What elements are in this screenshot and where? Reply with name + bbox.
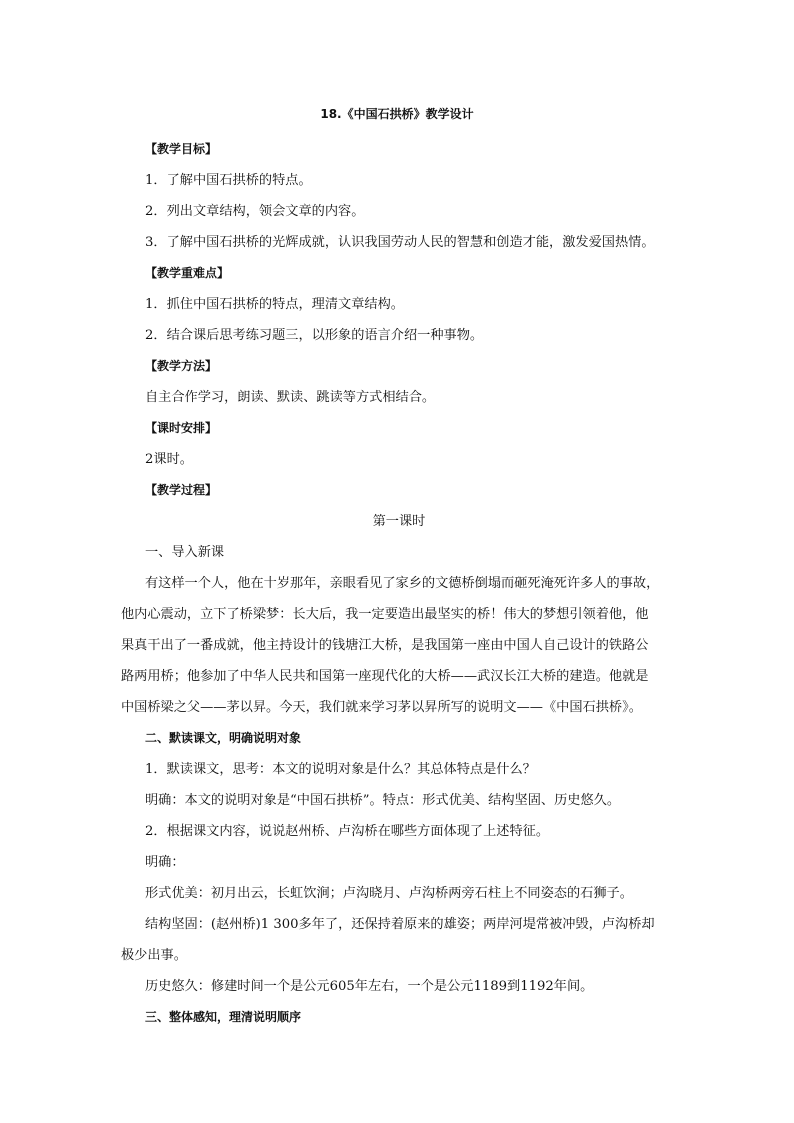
key-point-item: 1．抓住中国石拱桥的特点，理清文章结构。: [145, 297, 404, 312]
paragraph-line: 他内心震动，立下了桥梁梦：长大后，我一定要造出最坚实的桥！伟大的梦想引领着他，他: [121, 607, 649, 622]
part-heading-overall: 三、整体感知，理清说明顺序: [145, 1010, 302, 1024]
question-2: 2．根据课文内容，说说赵州桥、卢沟桥在哪些方面体现了上述特征。: [145, 824, 550, 839]
schedule-text: 2课时。: [145, 452, 193, 467]
key-point-item: 2．结合课后思考练习题三，以形象的语言介绍一种事物。: [145, 328, 484, 343]
answer-2-history: 历史悠久：修建时间一个是公元605年左右，一个是公元1189到1192年间。: [145, 979, 594, 994]
section-heading-process: 【教学过程】: [145, 483, 218, 497]
document-body: [121, 134, 660, 1033]
section-heading-goals: 【教学目标】: [145, 142, 218, 156]
lesson-title: 第一课时: [372, 514, 426, 529]
paragraph-line: 中国桥梁之父——茅以昇。今天，我们就来学习茅以昇所写的说明文——《中国石拱桥》。: [121, 700, 642, 715]
intro-paragraph: [121, 568, 660, 723]
answer-2-form: 形式优美：初月出云，长虹饮涧；卢沟晓月、卢沟桥两旁石柱上不同姿态的石狮子。: [145, 886, 633, 901]
paragraph-line: 结构坚固：(赵州桥)1 300多年了，还保持着原来的雄姿；两岸河堤常被冲毁，卢沟桥却: [145, 917, 655, 932]
paragraph-line: 路两用桥；他参加了中华人民共和国第一座现代化的大桥——武汉长江大桥的建造。他就是: [121, 669, 649, 684]
question-1: 1．默读课文，思考：本文的说明对象是什么？其总体特点是什么？: [145, 762, 536, 777]
answer-2-label: 明确：: [145, 855, 185, 870]
goal-item: 2．列出文章结构，领会文章的内容。: [145, 204, 365, 219]
paragraph-line: 果真干出了一番成就，他主持设计的钱塘江大桥，是我国第一座由中国人自己设计的铁路公: [121, 638, 649, 653]
section-heading-schedule: 【课时安排】: [145, 421, 218, 435]
section-heading-methods: 【教学方法】: [145, 359, 218, 373]
section-heading-key-points: 【教学重难点】: [145, 266, 230, 280]
answer-1: 明确：本文的说明对象是“中国石拱桥”。特点：形式优美、结构坚固、历史悠久。: [145, 793, 621, 808]
goal-item: 1．了解中国石拱桥的特点。: [145, 173, 312, 188]
goal-item: 3．了解中国石拱桥的光辉成就，认识我国劳动人民的智慧和创造才能，激发爱国热情。: [145, 235, 655, 250]
methods-text: 自主合作学习，朗读、默读、跳读等方式相结合。: [145, 390, 436, 405]
part-heading-silent-reading: 二、默读课文，明确说明对象: [145, 731, 302, 745]
document-title: 18.《中国石拱桥》教学设计: [320, 107, 474, 121]
paragraph-line: 有这样一个人，他在十岁那年，亲眼看见了家乡的文德桥倒塌而砸死淹死许多人的事故，: [145, 576, 660, 591]
paragraph-line: 极少出事。: [121, 948, 187, 963]
part-heading-intro: 一、导入新课: [145, 545, 225, 560]
answer-2-structure: [121, 909, 655, 971]
